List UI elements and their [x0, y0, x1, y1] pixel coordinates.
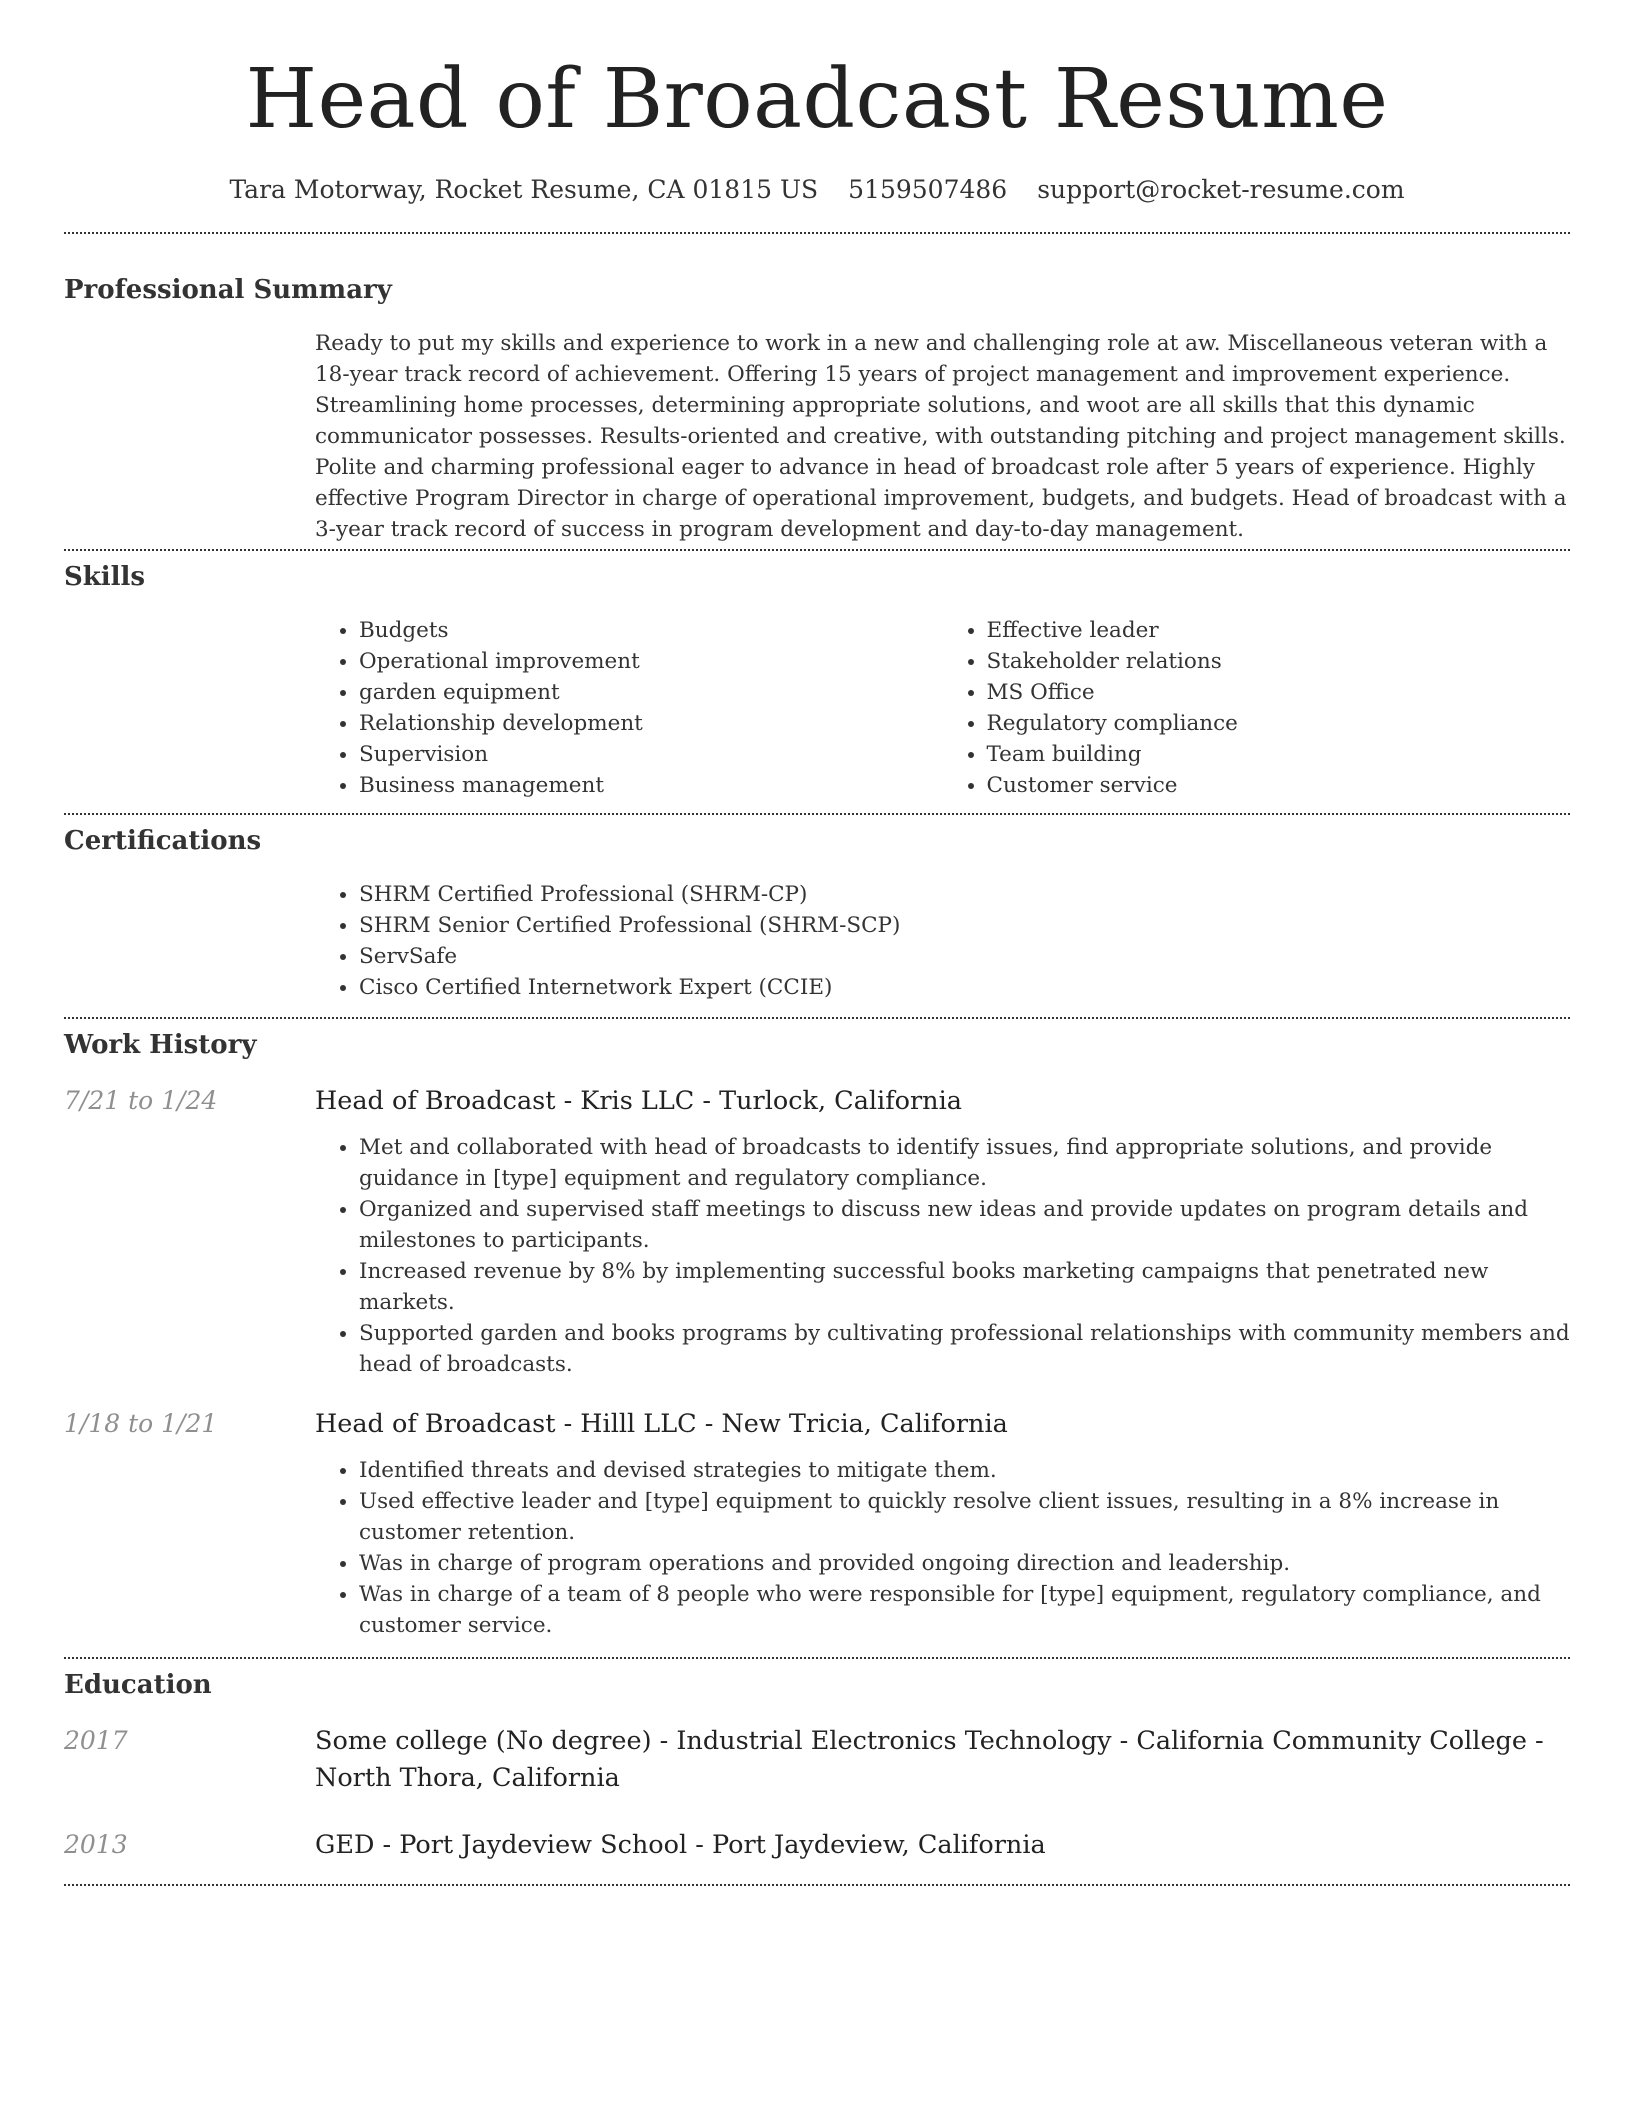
certifications-heading: Certifications: [64, 826, 262, 856]
education-details: GED - Port Jaydeview School - Port Jaydeview, California: [315, 1830, 1046, 1860]
job-title: Head of Broadcast - Kris LLC - Turlock, California: [315, 1086, 962, 1116]
summary-section: [64, 234, 1570, 545]
contact-email[interactable]: support@rocket-resume.com: [1037, 175, 1405, 204]
contact-address: Tara Motorway, Rocket Resume, CA 01815 US: [229, 175, 819, 204]
work-heading: Work History: [64, 1030, 257, 1060]
skill-item: • Stakeholder relations: [987, 646, 1571, 677]
skills-heading: Skills: [64, 562, 146, 592]
education-entry: [64, 1827, 1570, 1864]
job-bullet: • Was in charge of a team of 8 people who were responsible for [type] equipment, regulatory compliance, and customer service.: [359, 1579, 1570, 1641]
contact-phone: 5159507486: [848, 175, 1008, 204]
job-entry: [64, 1083, 1570, 1380]
skill-item: • MS Office: [987, 677, 1571, 708]
skills-section: [64, 551, 1570, 801]
skill-item: • garden equipment: [359, 677, 943, 708]
job-bullet: • Used effective leader and [type] equipment to quickly resolve client issues, resulting in a 8% increase in customer retention.: [359, 1486, 1570, 1548]
divider: [64, 1884, 1570, 1886]
job-bullets: [315, 1455, 1570, 1641]
certification-item: • SHRM Certified Professional (SHRM-CP): [359, 879, 1570, 910]
contact-line: [64, 174, 1570, 206]
certification-item: • Cisco Certified Internetwork Expert (CCIE): [359, 972, 1570, 1003]
education-section: [64, 1659, 1570, 1864]
certifications-section: [64, 815, 1570, 1003]
skill-item: • Budgets: [359, 615, 943, 646]
job-bullet: • Increased revenue by 8% by implementing successful books marketing campaigns that penetrated new markets.: [359, 1256, 1570, 1318]
skill-item: • Supervision: [359, 739, 943, 770]
skill-item: • Team building: [987, 739, 1571, 770]
skill-item: • Regulatory compliance: [987, 708, 1571, 739]
job-bullet: • Supported garden and books programs by cultivating professional relationships with community members and head of broadcasts.: [359, 1318, 1570, 1380]
education-details: Some college (No degree) - Industrial Electronics Technology - California Community College - North Thora, California: [315, 1726, 1544, 1793]
certification-item: • ServSafe: [359, 941, 1570, 972]
job-bullet: • Identified threats and devised strategies to mitigate them.: [359, 1455, 1570, 1486]
summary-heading: Professional Summary: [64, 275, 392, 305]
job-title: Head of Broadcast - Hilll LLC - New Tricia, California: [315, 1409, 1008, 1439]
job-bullets: [315, 1132, 1570, 1380]
certification-item: • SHRM Senior Certified Professional (SHRM-SCP): [359, 910, 1570, 941]
summary-text: Ready to put my skills and experience to work in a new and challenging role at aw. Miscellaneous veteran with a 18-year track record of achievement. Offering 15 years of project management and improvement experience. Streamlining home processes, determining appropriate solutions, and woot are all skills that this dynamic communicator possesses. Results-oriented and creative, with outstanding pitching and project management skills. Polite and charming professional eager to advance in head of broadcast role after 5 years of experience. Highly effective Program Director in charge of operational improvement, budgets, and budgets. Head of broadcast with a 3-year track record of success in program development and day-to-day management.: [315, 331, 1567, 542]
education-year: 2017: [64, 1726, 128, 1755]
education-entry: [64, 1723, 1570, 1797]
job-bullet: • Organized and supervised staff meetings to discuss new ideas and provide updates on program details and milestones to participants.: [359, 1194, 1570, 1256]
skill-item: • Business management: [359, 770, 943, 801]
job-dates: 1/18 to 1/21: [64, 1409, 218, 1438]
job-bullet: • Met and collaborated with head of broadcasts to identify issues, find appropriate solutions, and provide guidance in [type] equipment and regulatory compliance.: [359, 1132, 1570, 1194]
education-year: 2013: [64, 1830, 128, 1859]
certifications-list: [315, 879, 1570, 1003]
job-entry: [64, 1406, 1570, 1641]
skills-column-right: [943, 615, 1571, 801]
resume-page: [64, 0, 1570, 1886]
work-section: [64, 1019, 1570, 1641]
skill-item: • Relationship development: [359, 708, 943, 739]
resume-title: Head of Broadcast Resume: [245, 52, 1389, 147]
skill-item: • Operational improvement: [359, 646, 943, 677]
skill-item: • Customer service: [987, 770, 1571, 801]
job-bullet: • Was in charge of program operations and provided ongoing direction and leadership.: [359, 1548, 1570, 1579]
job-dates: 7/21 to 1/24: [64, 1086, 218, 1115]
skills-column-left: [315, 615, 943, 801]
education-heading: Education: [64, 1670, 212, 1700]
skills-list: [315, 615, 1570, 801]
skill-item: • Effective leader: [987, 615, 1571, 646]
